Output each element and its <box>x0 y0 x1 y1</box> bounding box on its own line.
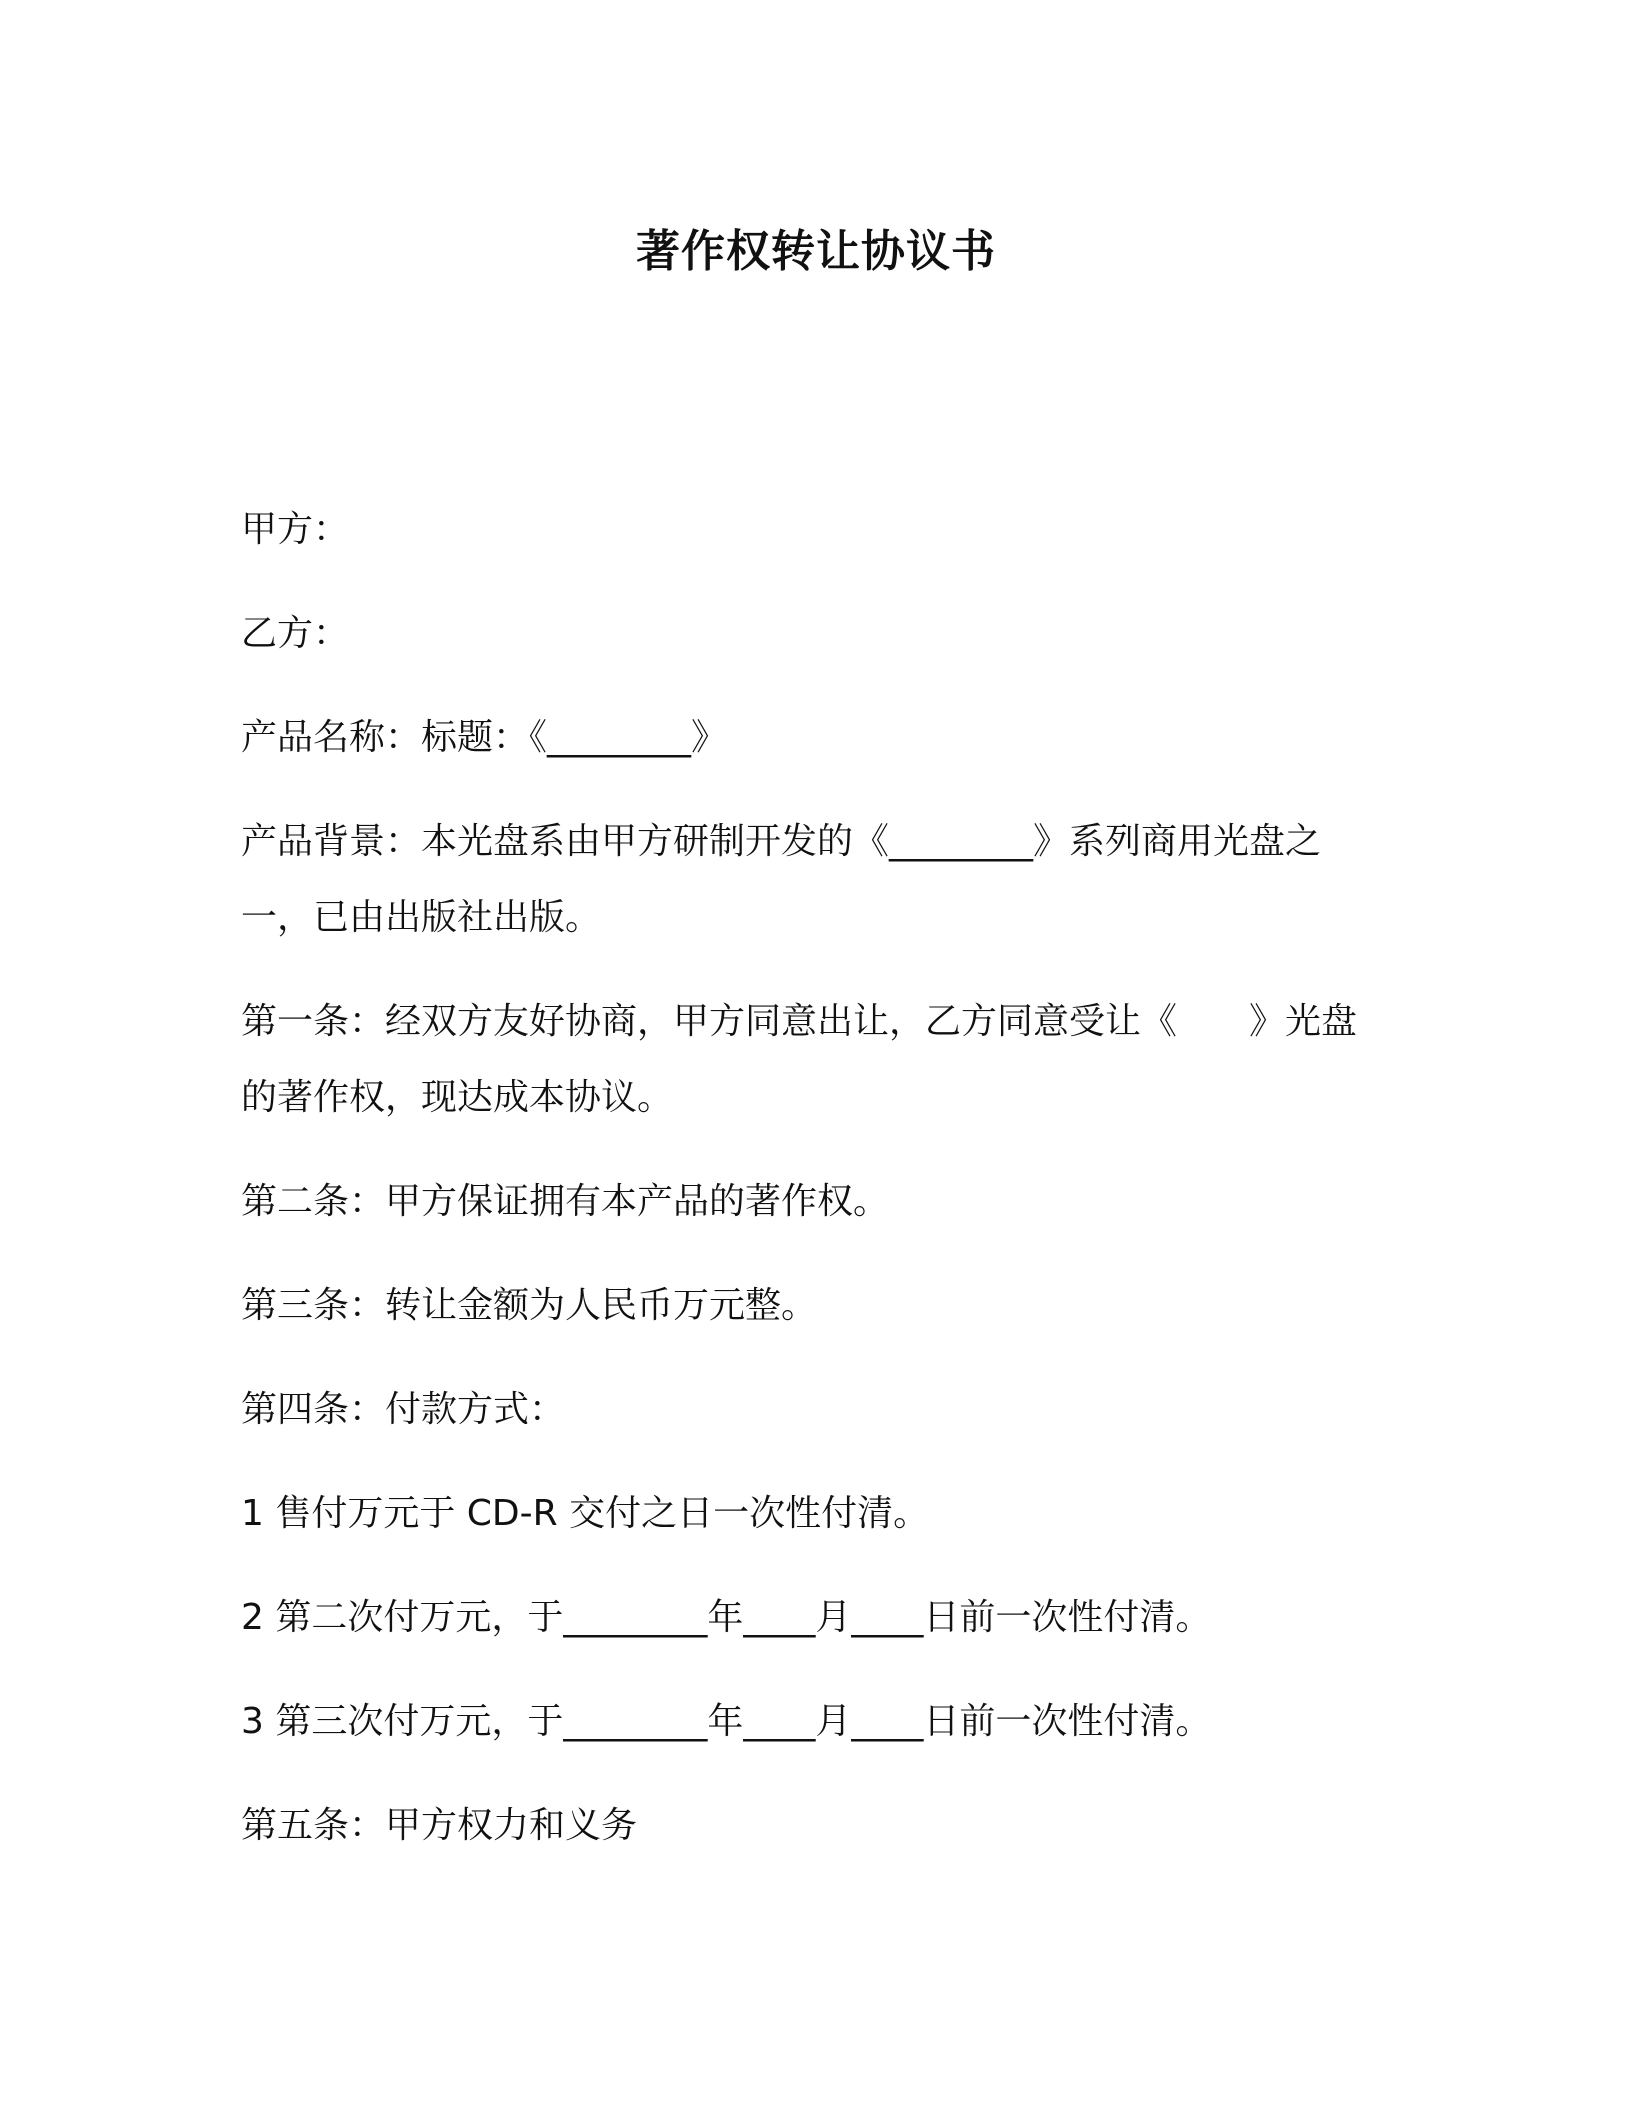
product-name-line: 产品名称：标题：《________》 <box>241 717 728 758</box>
article-3-paragraph: 第三条：转让金额为人民币万元整。 <box>241 1285 818 1326</box>
article-1-paragraph: 第一条：经双方友好协商，甲方同意出让，乙方同意受让《 》光盘的著作权，现达成本协议。 <box>241 1001 1358 1118</box>
document-title: 著作权转让协议书 <box>636 226 996 277</box>
article-5-heading: 第五条：甲方权力和义务 <box>241 1805 638 1846</box>
payment-item-2: 2 第二次付万元，于________年____月____日前一次性付清。 <box>241 1597 1212 1638</box>
article-4-heading: 第四条：付款方式： <box>241 1389 566 1430</box>
party-a-line: 甲方： <box>241 509 350 550</box>
article-2-paragraph: 第二条：甲方保证拥有本产品的著作权。 <box>241 1181 890 1222</box>
document-body <box>241 500 1381 1900</box>
payment-item-3: 3 第三次付万元，于________年____月____日前一次性付清。 <box>241 1701 1212 1742</box>
party-b-line: 乙方： <box>241 613 350 654</box>
product-background-paragraph: 产品背景：本光盘系由甲方研制开发的《________》系列商用光盘之一，已由出版社出版。 <box>241 821 1322 938</box>
payment-item-1: 1 售付万元于 CD-R 交付之日一次性付清。 <box>241 1493 930 1534</box>
